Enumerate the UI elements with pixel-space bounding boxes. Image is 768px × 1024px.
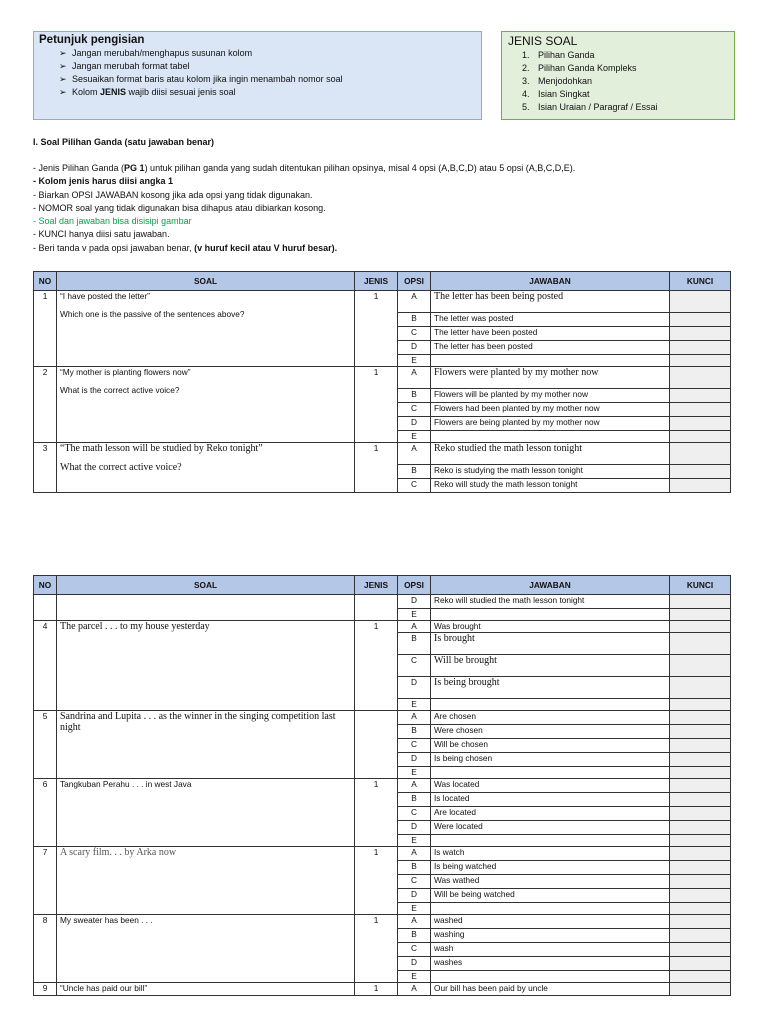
question-line: “The math lesson will be studied by Reko tonight” bbox=[60, 443, 263, 454]
kunci-cell[interactable] bbox=[670, 609, 731, 621]
kunci-cell[interactable] bbox=[670, 367, 731, 389]
instruction-line: - KUNCI hanya diisi satu jawaban. bbox=[33, 229, 170, 240]
question-text[interactable] bbox=[57, 621, 355, 711]
answer-option[interactable]: Is located bbox=[431, 793, 670, 807]
option-letter: C bbox=[398, 943, 431, 957]
option-letter: D bbox=[398, 677, 431, 699]
answer-option[interactable]: Were located bbox=[431, 821, 670, 835]
question-number: 2 bbox=[34, 367, 57, 443]
kunci-cell[interactable] bbox=[670, 835, 731, 847]
header-no: NO bbox=[34, 272, 57, 291]
option-letter: A bbox=[398, 847, 431, 861]
kunci-cell[interactable] bbox=[670, 903, 731, 915]
petunjuk-box bbox=[33, 31, 482, 120]
question-text[interactable] bbox=[57, 367, 355, 443]
answer-option[interactable]: Is being watched bbox=[431, 861, 670, 875]
instruction-line: - Kolom jenis harus diisi angka 1 bbox=[33, 176, 174, 187]
question-text[interactable] bbox=[57, 779, 355, 847]
section-title: I. Soal Pilihan Ganda (satu jawaban benar) bbox=[33, 137, 215, 147]
petunjuk-item: ➢ Jangan merubah/menghapus susunan kolom bbox=[59, 48, 253, 58]
answer-option[interactable]: wash bbox=[431, 943, 670, 957]
jenis-soal-title: JENIS SOAL bbox=[508, 34, 578, 48]
petunjuk-title: Petunjuk pengisian bbox=[39, 34, 145, 46]
jenis-cell[interactable]: 1 bbox=[355, 983, 398, 996]
kunci-cell[interactable] bbox=[670, 767, 731, 779]
question-text[interactable] bbox=[57, 291, 355, 367]
option-letter: D bbox=[398, 821, 431, 835]
option-letter: E bbox=[398, 431, 431, 443]
option-letter: E bbox=[398, 835, 431, 847]
petunjuk-item: ➢ Kolom JENIS wajib diisi sesuai jenis soal bbox=[59, 87, 236, 97]
answer-option[interactable]: Was brought bbox=[431, 621, 670, 633]
option-letter: D bbox=[398, 957, 431, 971]
question-line: “My mother is planting flowers now” bbox=[60, 367, 191, 377]
answer-option[interactable]: Was located bbox=[431, 779, 670, 793]
kunci-cell[interactable] bbox=[670, 621, 731, 633]
answer-option[interactable]: Our bill has been paid by uncle bbox=[431, 983, 670, 996]
jenis-cell[interactable]: 1 bbox=[355, 291, 398, 367]
question-line: What the correct active voice? bbox=[60, 462, 182, 473]
answer-option[interactable]: washed bbox=[431, 915, 670, 929]
answer-option[interactable]: Reko is studying the math lesson tonight bbox=[431, 465, 670, 479]
option-letter: D bbox=[398, 889, 431, 903]
table-row bbox=[34, 983, 731, 996]
option-letter: C bbox=[398, 403, 431, 417]
table-row bbox=[34, 443, 731, 465]
option-letter: C bbox=[398, 655, 431, 677]
kunci-cell[interactable] bbox=[670, 417, 731, 431]
kunci-cell[interactable] bbox=[670, 443, 731, 465]
option-letter: A bbox=[398, 779, 431, 793]
header-opsi: OPSI bbox=[398, 576, 431, 595]
question-number: 5 bbox=[34, 711, 57, 779]
kunci-cell[interactable] bbox=[670, 943, 731, 957]
answer-option[interactable]: Flowers are being planted by my mother now bbox=[431, 417, 670, 431]
kunci-cell[interactable] bbox=[670, 677, 731, 699]
question-text[interactable] bbox=[57, 983, 355, 996]
option-letter: E bbox=[398, 903, 431, 915]
jenis-cell[interactable]: 1 bbox=[355, 367, 398, 443]
option-letter: B bbox=[398, 313, 431, 327]
question-text[interactable] bbox=[57, 847, 355, 915]
option-letter: A bbox=[398, 711, 431, 725]
answer-option[interactable]: washing bbox=[431, 929, 670, 943]
table-row bbox=[34, 847, 731, 861]
answer-option[interactable] bbox=[431, 971, 670, 983]
table-row bbox=[34, 291, 731, 313]
option-letter: D bbox=[398, 417, 431, 431]
jenis-cell[interactable]: 1 bbox=[355, 847, 398, 915]
kunci-cell[interactable] bbox=[670, 875, 731, 889]
question-line: Tangkuban Perahu . . . in west Java bbox=[60, 779, 192, 789]
jenis-soal-list bbox=[508, 49, 728, 114]
kunci-cell[interactable] bbox=[670, 861, 731, 875]
question-number: 3 bbox=[34, 443, 57, 493]
answer-option[interactable]: Is watch bbox=[431, 847, 670, 861]
option-letter: B bbox=[398, 389, 431, 403]
kunci-cell[interactable] bbox=[670, 983, 731, 996]
kunci-cell[interactable] bbox=[670, 793, 731, 807]
answer-option[interactable]: Are chosen bbox=[431, 711, 670, 725]
option-letter: A bbox=[398, 983, 431, 996]
kunci-cell[interactable] bbox=[670, 389, 731, 403]
answer-option[interactable]: Reko studied the math lesson tonight bbox=[431, 443, 670, 465]
question-text[interactable] bbox=[57, 915, 355, 983]
table-row bbox=[34, 367, 731, 389]
petunjuk-item: ➢ Sesuaikan format baris atau kolom jika ingin menambah nomor soal bbox=[59, 74, 343, 84]
option-letter: A bbox=[398, 915, 431, 929]
table-row bbox=[34, 711, 731, 725]
answer-option[interactable] bbox=[431, 767, 670, 779]
jenis-cell[interactable] bbox=[355, 595, 398, 621]
question-line: Which one is the passive of the sentences above? bbox=[60, 309, 245, 319]
header-jenis: JENIS bbox=[355, 272, 398, 291]
kunci-cell[interactable] bbox=[670, 633, 731, 655]
option-letter: A bbox=[398, 443, 431, 465]
instruction-line: - Soal dan jawaban bisa disisipi gambar bbox=[33, 216, 192, 227]
jenis-soal-item: 2. Pilihan Ganda Kompleks bbox=[522, 63, 637, 73]
header-soal: SOAL bbox=[57, 272, 355, 291]
arrow-icon: ➢ bbox=[59, 48, 67, 58]
instructions bbox=[33, 162, 575, 255]
option-letter: B bbox=[398, 725, 431, 739]
option-letter: A bbox=[398, 367, 431, 389]
question-text[interactable] bbox=[57, 595, 355, 621]
header-opsi: OPSI bbox=[398, 272, 431, 291]
kunci-cell[interactable] bbox=[670, 807, 731, 821]
jenis-soal-item: 3. Menjodohkan bbox=[522, 76, 593, 86]
kunci-cell[interactable] bbox=[670, 929, 731, 943]
option-letter: C bbox=[398, 875, 431, 889]
question-number: 4 bbox=[34, 621, 57, 711]
kunci-cell[interactable] bbox=[670, 847, 731, 861]
answer-option[interactable] bbox=[431, 903, 670, 915]
arrow-icon: ➢ bbox=[59, 61, 67, 71]
option-letter: B bbox=[398, 861, 431, 875]
question-line: “Uncle has paid our bill” bbox=[60, 983, 148, 993]
question-text[interactable] bbox=[57, 711, 355, 779]
header-kunci: KUNCI bbox=[670, 272, 731, 291]
question-number: 8 bbox=[34, 915, 57, 983]
jenis-cell[interactable]: 1 bbox=[355, 779, 398, 847]
header-jenis: JENIS bbox=[355, 576, 398, 595]
option-letter: B bbox=[398, 633, 431, 655]
table-row bbox=[34, 595, 731, 609]
jenis-soal-item: 4. Isian Singkat bbox=[522, 89, 590, 99]
instruction-line: - Biarkan OPSI JAWABAN kosong jika ada opsi yang tidak digunakan. bbox=[33, 189, 313, 200]
kunci-cell[interactable] bbox=[670, 403, 731, 417]
jenis-cell[interactable]: 1 bbox=[355, 621, 398, 711]
answer-option[interactable]: Will be being watched bbox=[431, 889, 670, 903]
question-number: 7 bbox=[34, 847, 57, 915]
question-line: The parcel . . . to my house yesterday bbox=[60, 621, 210, 632]
answer-option[interactable]: The letter was posted bbox=[431, 313, 670, 327]
answer-option[interactable]: Is being brought bbox=[431, 677, 670, 699]
answer-option[interactable]: Were chosen bbox=[431, 725, 670, 739]
kunci-cell[interactable] bbox=[670, 779, 731, 793]
header-no: NO bbox=[34, 576, 57, 595]
kunci-cell[interactable] bbox=[670, 711, 731, 725]
jenis-soal-item: 1. Pilihan Ganda bbox=[522, 50, 595, 60]
question-line: A scary film. . . by Arka now bbox=[60, 847, 177, 858]
option-letter: C bbox=[398, 739, 431, 753]
option-letter: A bbox=[398, 291, 431, 313]
jenis-cell[interactable]: 1 bbox=[355, 443, 398, 493]
header-kunci: KUNCI bbox=[670, 576, 731, 595]
answer-option[interactable]: Is brought bbox=[431, 633, 670, 655]
answer-option[interactable]: The letter has been being posted bbox=[431, 291, 670, 313]
option-letter: A bbox=[398, 621, 431, 633]
answer-option[interactable]: The letter have been posted bbox=[431, 327, 670, 341]
arrow-icon: ➢ bbox=[59, 87, 67, 97]
option-letter: E bbox=[398, 767, 431, 779]
table-row bbox=[34, 621, 731, 633]
question-number: 1 bbox=[34, 291, 57, 367]
answer-option[interactable]: Flowers will be planted by my mother now bbox=[431, 389, 670, 403]
option-letter: C bbox=[398, 807, 431, 821]
kunci-cell[interactable] bbox=[670, 821, 731, 835]
instruction-line: - Beri tanda v pada opsi jawaban benar, (v huruf kecil atau V huruf besar). bbox=[33, 242, 338, 253]
option-letter: D bbox=[398, 341, 431, 355]
answer-option[interactable] bbox=[431, 609, 670, 621]
kunci-cell[interactable] bbox=[670, 699, 731, 711]
answer-option[interactable]: The letter has been posted bbox=[431, 341, 670, 355]
kunci-cell[interactable] bbox=[670, 431, 731, 443]
answer-option[interactable] bbox=[431, 835, 670, 847]
kunci-cell[interactable] bbox=[670, 753, 731, 767]
instruction-line: - Jenis Pilihan Ganda (PG 1) untuk pilihan ganda yang sudah ditentukan pilihan opsinya, misal 4 opsi (A,B,C,D) atau 5 opsi (A,B,C,D,E). bbox=[33, 163, 576, 173]
kunci-cell[interactable] bbox=[670, 971, 731, 983]
answer-option[interactable]: Will be chosen bbox=[431, 739, 670, 753]
kunci-cell[interactable] bbox=[670, 313, 731, 327]
option-letter: B bbox=[398, 929, 431, 943]
option-letter: E bbox=[398, 609, 431, 621]
kunci-cell[interactable] bbox=[670, 739, 731, 753]
answer-option[interactable]: Will be brought bbox=[431, 655, 670, 677]
kunci-cell[interactable] bbox=[670, 465, 731, 479]
option-letter: E bbox=[398, 355, 431, 367]
table-row bbox=[34, 915, 731, 929]
answer-option[interactable] bbox=[431, 431, 670, 443]
question-line: What is the correct active voice? bbox=[60, 385, 180, 395]
answer-option[interactable]: Is being chosen bbox=[431, 753, 670, 767]
answer-option[interactable]: Reko will studied the math lesson tonight bbox=[431, 595, 670, 609]
question-line: Sandrina and Lupita . . . as the winner in the singing competition last night bbox=[60, 711, 336, 733]
answer-option[interactable]: Was wathed bbox=[431, 875, 670, 889]
jenis-soal-item: 5. Isian Uraian / Paragraf / Essai bbox=[522, 102, 658, 112]
option-letter: E bbox=[398, 971, 431, 983]
table-row bbox=[34, 779, 731, 793]
option-letter: E bbox=[398, 699, 431, 711]
option-letter: C bbox=[398, 327, 431, 341]
answer-option[interactable]: Flowers had been planted by my mother now bbox=[431, 403, 670, 417]
question-number: 6 bbox=[34, 779, 57, 847]
question-number: 9 bbox=[34, 983, 57, 996]
kunci-cell[interactable] bbox=[670, 889, 731, 903]
question-line: “I have posted the letter” bbox=[60, 291, 150, 301]
kunci-cell[interactable] bbox=[670, 355, 731, 367]
kunci-cell[interactable] bbox=[670, 655, 731, 677]
kunci-cell[interactable] bbox=[670, 327, 731, 341]
answer-option[interactable] bbox=[431, 699, 670, 711]
jenis-soal-box bbox=[501, 31, 735, 120]
header-jawaban: JAWABAN bbox=[431, 576, 670, 595]
option-letter: C bbox=[398, 479, 431, 493]
answer-option[interactable]: Are located bbox=[431, 807, 670, 821]
petunjuk-list bbox=[39, 47, 476, 99]
question-table bbox=[33, 575, 731, 996]
arrow-icon: ➢ bbox=[59, 74, 67, 84]
petunjuk-item: ➢ Jangan merubah format tabel bbox=[59, 61, 190, 71]
question-table bbox=[33, 271, 731, 493]
answer-option[interactable]: Flowers were planted by my mother now bbox=[431, 367, 670, 389]
header-soal: SOAL bbox=[57, 576, 355, 595]
kunci-cell[interactable] bbox=[670, 595, 731, 609]
kunci-cell[interactable] bbox=[670, 725, 731, 739]
instruction-line: - NOMOR soal yang tidak digunakan bisa dihapus atau dibiarkan kosong. bbox=[33, 202, 326, 213]
answer-option[interactable]: Reko will study the math lesson tonight bbox=[431, 479, 670, 493]
header-jawaban: JAWABAN bbox=[431, 272, 670, 291]
question-number bbox=[34, 595, 57, 621]
answer-option[interactable]: washes bbox=[431, 957, 670, 971]
question-text[interactable] bbox=[57, 443, 355, 493]
kunci-cell[interactable] bbox=[670, 291, 731, 313]
question-line: My sweater has been . . . bbox=[60, 915, 153, 925]
answer-option[interactable] bbox=[431, 355, 670, 367]
option-letter: B bbox=[398, 465, 431, 479]
kunci-cell[interactable] bbox=[670, 341, 731, 355]
option-letter: B bbox=[398, 793, 431, 807]
kunci-cell[interactable] bbox=[670, 479, 731, 493]
jenis-cell[interactable] bbox=[355, 711, 398, 779]
jenis-cell[interactable]: 1 bbox=[355, 915, 398, 983]
option-letter: D bbox=[398, 753, 431, 767]
kunci-cell[interactable] bbox=[670, 915, 731, 929]
kunci-cell[interactable] bbox=[670, 957, 731, 971]
option-letter: D bbox=[398, 595, 431, 609]
